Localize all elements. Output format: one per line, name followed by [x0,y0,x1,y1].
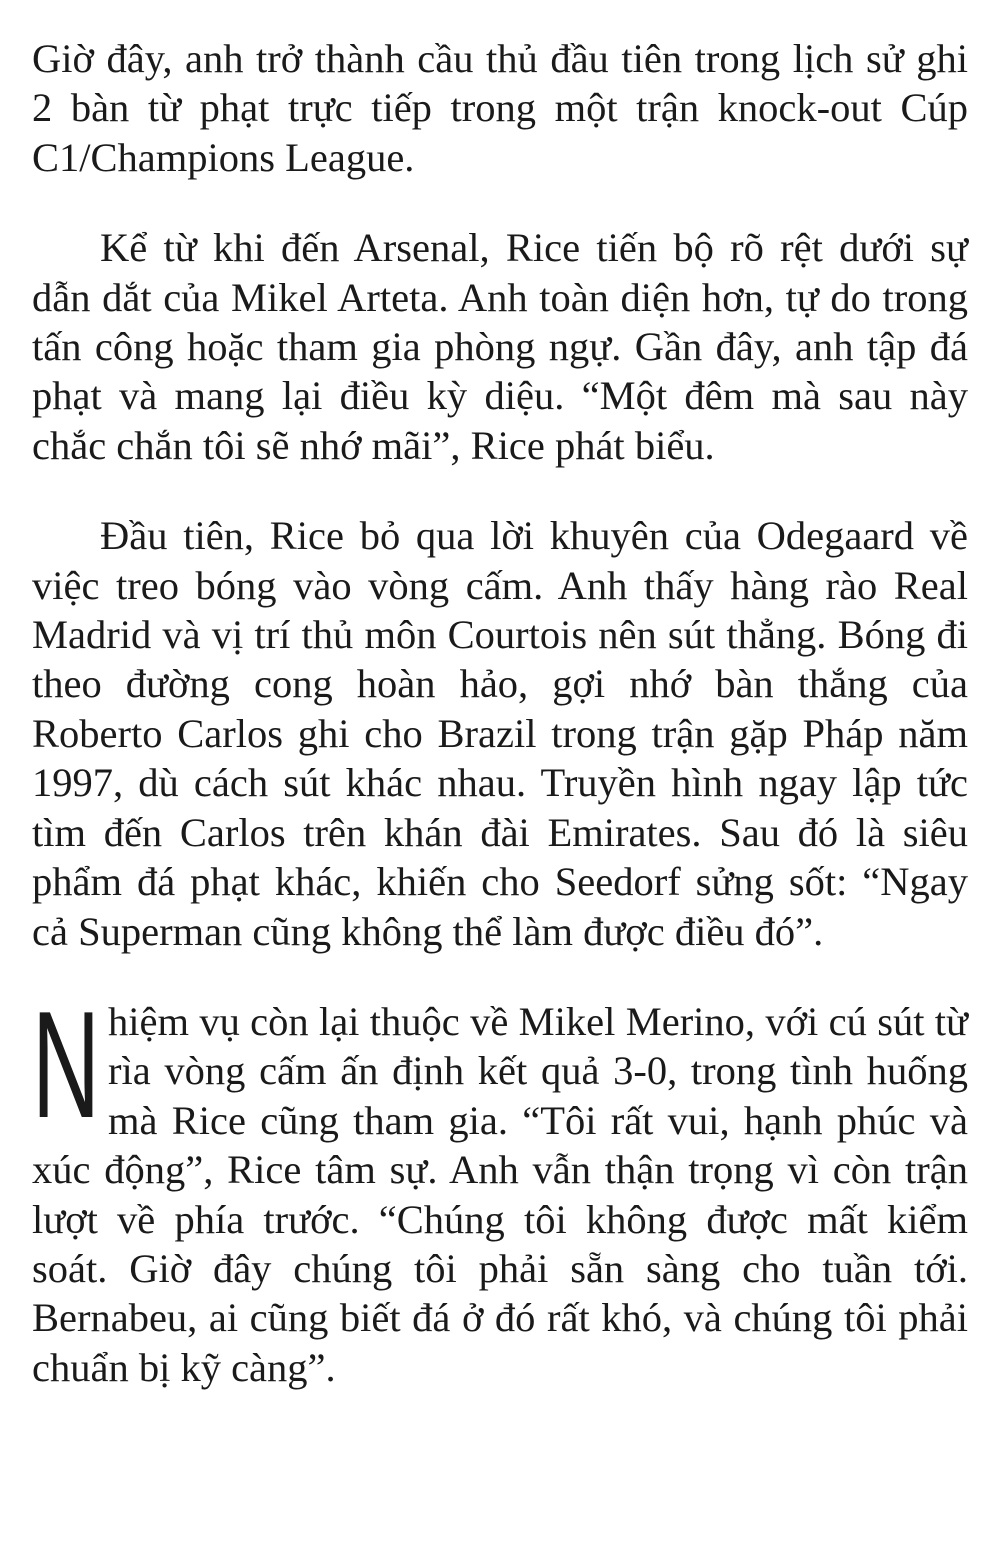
paragraph-1: Giờ đây, anh trở thành cầu thủ đầu tiên trong lịch sử ghi 2 bàn từ phạt trực tiếp trong một trận knock-out Cúp C1/Champions League. [32,36,968,180]
drop-cap: N [32,979,101,1150]
paragraph-3: Đầu tiên, Rice bỏ qua lời khuyên của Odegaard về việc treo bóng vào vòng cấm. Anh thấy hàng rào Real Madrid và vị trí thủ môn Courtois nên sút thẳng. Bóng đi theo đường cong hoàn hảo, gợi nhớ bàn thắng của Roberto Carlos ghi cho Brazil trong trận gặp Pháp năm 1997, dù cách sút khác nhau. Truyền hình ngay lập tức tìm đến Carlos trên khán đài Emirates. Sau đó là siêu phẩm đá phạt khác, khiến cho Seedorf sửng sốt: “Ngay cả Superman cũng không thể làm được điều đó”. [32,513,968,954]
paragraph-2: Kể từ khi đến Arsenal, Rice tiến bộ rõ rệt dưới sự dẫn dắt của Mikel Arteta. Anh toàn diện hơn, tự do trong tấn công hoặc tham gia phòng ngự. Gần đây, anh tập đá phạt và mang lại điều kỳ diệu. “Một đêm mà sau này chắc chắn tôi sẽ nhớ mãi”, Rice phát biểu. [32,225,968,468]
article-body [32,34,968,1392]
paragraph-4 [32,979,968,1392]
paragraph-4-text: hiệm vụ còn lại thuộc về Mikel Merino, với cú sút từ rìa vòng cấm ấn định kết quả 3-0, trong tình huống mà Rice cũng tham gia. “Tôi rất vui, hạnh phúc và xúc động”, Rice tâm sự. Anh vẫn thận trọng vì còn trận lượt về phía trước. “Chúng tôi không được mất kiểm soát. Giờ đây chúng tôi phải sẵn sàng cho tuần tới. Bernabeu, ai cũng biết đá ở đó rất khó, và chúng tôi phải chuẩn bị kỹ càng”. [32,998,968,1390]
